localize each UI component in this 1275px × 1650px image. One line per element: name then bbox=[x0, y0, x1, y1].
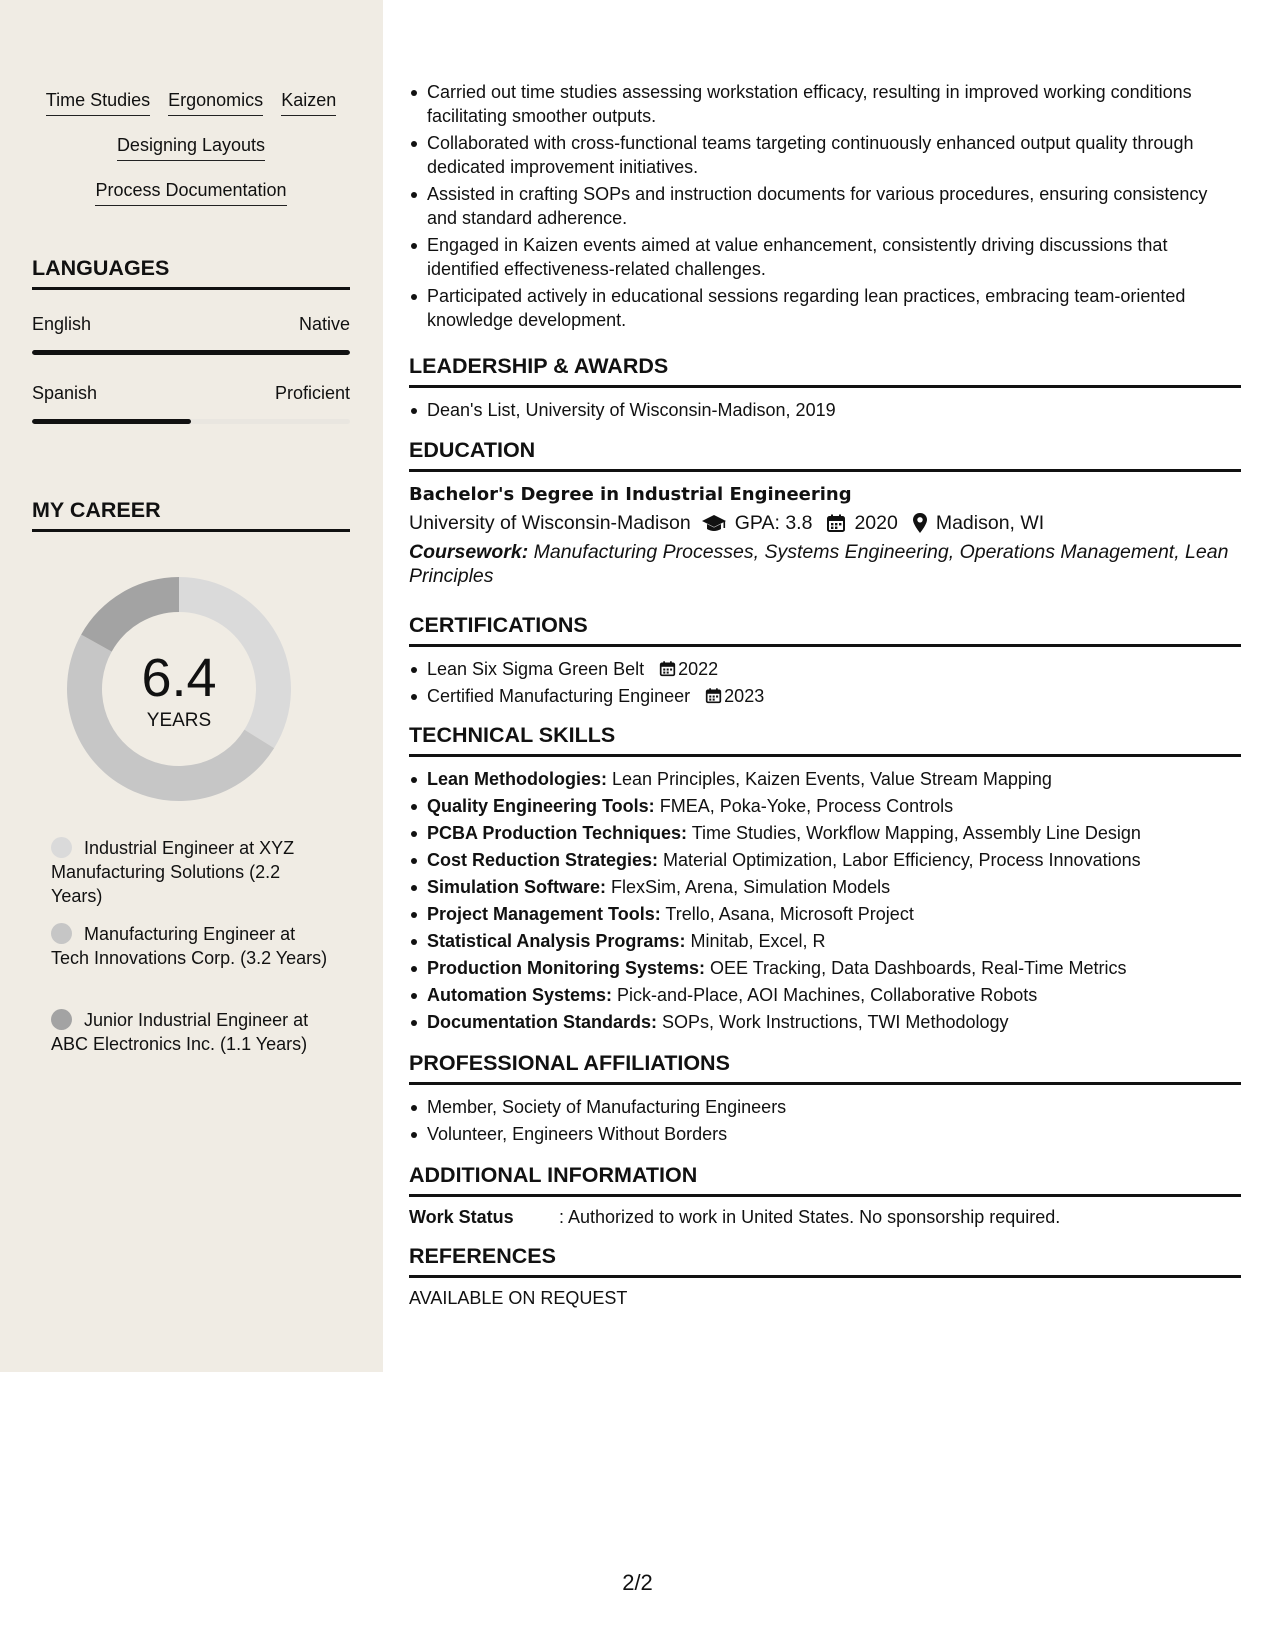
school-location: Madison, WI bbox=[935, 512, 1045, 534]
career-unit: YEARS bbox=[146, 710, 212, 731]
language-bar bbox=[32, 419, 350, 424]
technical-skill-label: Simulation Software: bbox=[427, 877, 607, 897]
language-bar-fill bbox=[32, 350, 350, 355]
education-details bbox=[409, 508, 1241, 538]
work-status-label: Work Status bbox=[409, 1207, 514, 1227]
technical-skill-value: Material Optimization, Labor Efficiency, Process Innovations bbox=[663, 850, 1141, 870]
experience-bullet: Participated actively in educational sessions regarding lean practices, embracing team-oriented knowledge development. bbox=[409, 284, 1241, 332]
language-item bbox=[32, 383, 350, 424]
school-name: University of Wisconsin-Madison bbox=[409, 512, 691, 534]
career-entry bbox=[51, 922, 331, 970]
experience-bullets bbox=[409, 80, 1241, 332]
career-total: 6.4 bbox=[141, 648, 217, 708]
technical-skill-value: Lean Principles, Kaizen Events, Value Stream Mapping bbox=[612, 769, 1052, 789]
technical-skill-item bbox=[409, 902, 1241, 926]
certification-name: Certified Manufacturing Engineer bbox=[427, 686, 691, 706]
graduation-year: 2020 bbox=[854, 512, 898, 534]
skill-tag: Process Documentation bbox=[95, 178, 286, 206]
education-section bbox=[409, 438, 1241, 588]
career-entry-text: Manufacturing Engineer at Tech Innovations Corp. (3.2 Years) bbox=[51, 924, 328, 968]
degree-title: Bachelor's Degree in Industrial Engineering bbox=[409, 484, 852, 505]
calendar-icon bbox=[705, 687, 722, 704]
technical-skill-item bbox=[409, 767, 1241, 791]
gpa: GPA: 3.8 bbox=[734, 512, 813, 534]
technical-skill-label: Statistical Analysis Programs: bbox=[427, 931, 686, 951]
technical-skills-list bbox=[409, 767, 1241, 1034]
career-entry bbox=[51, 1008, 331, 1056]
technical-skill-item bbox=[409, 794, 1241, 818]
certification-year: 2023 bbox=[724, 686, 765, 706]
career-dot bbox=[51, 923, 72, 944]
career-dot bbox=[51, 1009, 72, 1030]
technical-skill-item bbox=[409, 956, 1241, 980]
technical-skill-label: Automation Systems: bbox=[427, 985, 613, 1005]
additional-info-section bbox=[409, 1163, 1241, 1228]
language-name: Spanish bbox=[32, 383, 98, 403]
affiliations-section bbox=[409, 1051, 1241, 1146]
technical-skill-item bbox=[409, 875, 1241, 899]
leadership-section bbox=[409, 354, 1241, 422]
language-level: Proficient bbox=[274, 383, 350, 403]
references-text: AVAILABLE ON REQUEST bbox=[409, 1288, 628, 1308]
skill-tag-row bbox=[32, 88, 350, 133]
technical-skills-section bbox=[409, 723, 1241, 1037]
calendar-icon bbox=[826, 513, 846, 533]
technical-skill-item bbox=[409, 848, 1241, 872]
technical-skill-label: Documentation Standards: bbox=[427, 1012, 658, 1032]
technical-skill-label: Lean Methodologies: bbox=[427, 769, 607, 789]
career-entry-text: Industrial Engineer at XYZ Manufacturing Solutions (2.2 Years) bbox=[51, 838, 295, 906]
section-heading: LEADERSHIP & AWARDS bbox=[409, 354, 1241, 388]
section-heading: ADDITIONAL INFORMATION bbox=[409, 1163, 1241, 1197]
career-dot bbox=[51, 837, 72, 858]
languages-heading: LANGUAGES bbox=[32, 256, 350, 290]
graduation-cap-icon bbox=[701, 513, 727, 533]
career-donut bbox=[66, 576, 292, 802]
language-bar-fill bbox=[32, 419, 191, 424]
experience-bullet: Collaborated with cross-functional teams targeting continuously enhanced output quality through dedicated improvement initiatives. bbox=[409, 131, 1241, 179]
work-status-row bbox=[409, 1207, 1241, 1228]
technical-skill-value: FMEA, Poka-Yoke, Process Controls bbox=[659, 796, 954, 816]
location-pin-icon bbox=[912, 512, 928, 534]
experience-bullet: Engaged in Kaizen events aimed at value enhancement, consistently driving discussions that identified effectiveness-related challenges. bbox=[409, 233, 1241, 281]
page-number: 2/2 bbox=[622, 1570, 653, 1595]
coursework-list: Manufacturing Processes, Systems Engineering, Operations Management, Lean Principles bbox=[409, 541, 1229, 587]
skill-tag-row bbox=[32, 133, 350, 178]
section-heading: TECHNICAL SKILLS bbox=[409, 723, 1241, 757]
experience-bullet: Carried out time studies assessing workstation efficacy, resulting in improved working conditions facilitating smoother outputs. bbox=[409, 80, 1241, 128]
donut-segment bbox=[81, 577, 179, 652]
work-status-value: : Authorized to work in United States. No sponsorship required. bbox=[559, 1207, 1061, 1227]
certifications-section bbox=[409, 613, 1241, 708]
certification-name: Lean Six Sigma Green Belt bbox=[427, 659, 645, 679]
technical-skill-value: Minitab, Excel, R bbox=[690, 931, 826, 951]
experience-bullet: Assisted in crafting SOPs and instruction documents for various procedures, ensuring consistency and standard adherence. bbox=[409, 182, 1241, 230]
technical-skill-label: Project Management Tools: bbox=[427, 904, 661, 924]
section-heading: EDUCATION bbox=[409, 438, 1241, 472]
skill-tag: Ergonomics bbox=[168, 88, 263, 116]
affiliation-item: Volunteer, Engineers Without Borders bbox=[409, 1122, 1241, 1146]
technical-skill-value: FlexSim, Arena, Simulation Models bbox=[611, 877, 891, 897]
sidebar bbox=[0, 0, 383, 1372]
certification-item bbox=[409, 657, 1241, 681]
section-heading: CERTIFICATIONS bbox=[409, 613, 1241, 647]
career-heading: MY CAREER bbox=[32, 498, 350, 532]
certification-item bbox=[409, 684, 1241, 708]
skill-tag: Kaizen bbox=[281, 88, 336, 116]
calendar-icon bbox=[659, 660, 676, 677]
language-name: English bbox=[32, 314, 92, 334]
skill-tag: Designing Layouts bbox=[117, 133, 265, 161]
technical-skill-item bbox=[409, 821, 1241, 845]
skill-tag-row bbox=[32, 178, 350, 223]
technical-skill-label: Quality Engineering Tools: bbox=[427, 796, 655, 816]
technical-skill-value: SOPs, Work Instructions, TWI Methodology bbox=[662, 1012, 1009, 1032]
skill-tags bbox=[32, 88, 350, 223]
career-entry-text: Junior Industrial Engineer at ABC Electronics Inc. (1.1 Years) bbox=[51, 1010, 309, 1054]
affiliation-item: Member, Society of Manufacturing Engineers bbox=[409, 1095, 1241, 1119]
technical-skill-label: PCBA Production Techniques: bbox=[427, 823, 688, 843]
language-level: Native bbox=[298, 314, 350, 334]
leadership-item: Dean's List, University of Wisconsin-Madison, 2019 bbox=[409, 398, 1241, 422]
technical-skill-value: Time Studies, Workflow Mapping, Assembly Line Design bbox=[691, 823, 1141, 843]
technical-skill-value: Trello, Asana, Microsoft Project bbox=[665, 904, 914, 924]
technical-skill-item bbox=[409, 1010, 1241, 1034]
technical-skill-item bbox=[409, 983, 1241, 1007]
coursework-label: Coursework: bbox=[409, 541, 529, 563]
technical-skill-label: Cost Reduction Strategies: bbox=[427, 850, 659, 870]
coursework bbox=[409, 540, 1241, 588]
technical-skill-label: Production Monitoring Systems: bbox=[427, 958, 706, 978]
references-section bbox=[409, 1244, 1241, 1309]
language-bar bbox=[32, 350, 350, 355]
section-heading: REFERENCES bbox=[409, 1244, 1241, 1278]
technical-skill-value: Pick-and-Place, AOI Machines, Collaborative Robots bbox=[617, 985, 1038, 1005]
section-heading: PROFESSIONAL AFFILIATIONS bbox=[409, 1051, 1241, 1085]
language-item bbox=[32, 314, 350, 355]
skill-tag: Time Studies bbox=[46, 88, 150, 116]
career-entry bbox=[51, 836, 331, 908]
technical-skill-item bbox=[409, 929, 1241, 953]
technical-skill-value: OEE Tracking, Data Dashboards, Real-Time Metrics bbox=[710, 958, 1127, 978]
certification-year: 2022 bbox=[678, 659, 719, 679]
